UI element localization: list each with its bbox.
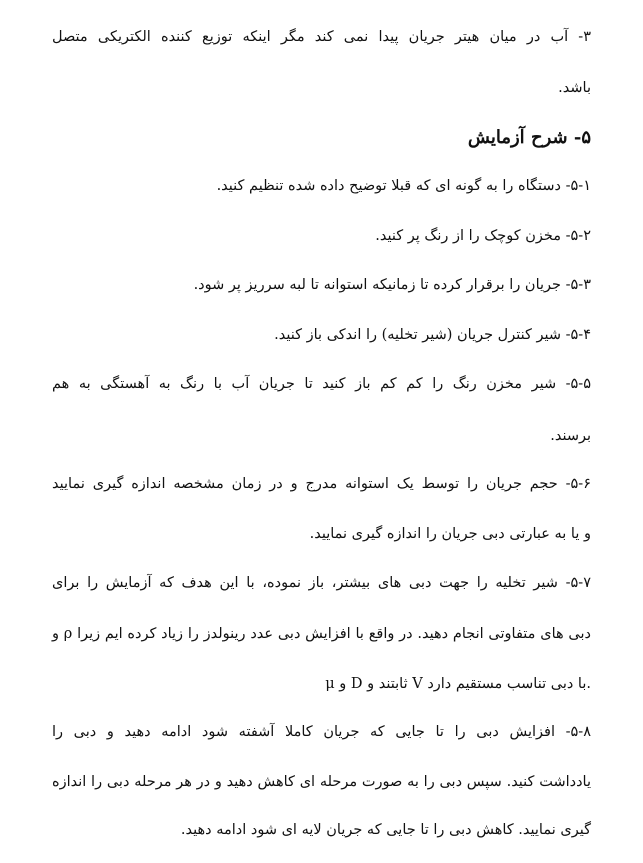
text-line: ۵-۸- افزایش دبی را تا جایی که جریان کاملا آشفته شود ادامه دهید و دبی را: [52, 724, 591, 740]
text-line: و یا به عبارتی دبی جریان را اندازه گیری نمایید.: [309, 526, 591, 542]
text-line: گیری نمایید. کاهش دبی را تا جایی که جریان لایه ای شود ادامه دهید.: [180, 822, 591, 838]
text-line: ۵-۲- مخزن کوچک را از رنگ پر کنید.: [375, 228, 591, 244]
text-line: ۵-۳- جریان را برقرار کرده تا زمانیکه استوانه تا لبه سرریز پر شود.: [193, 277, 591, 293]
text-line: ۵-۴- شیر کنترل جریان (شیر تخلیه) را اندکی باز کنید.: [274, 327, 591, 343]
text-line: دبی های متفاوتی انجام دهید. در واقع با افزایش دبی عدد رینولدز را زیاد کرده ایم زیرا ρ و: [52, 626, 591, 642]
section-heading: ۵- شرح آزمایش: [467, 127, 591, 148]
text-line: برسند.: [550, 428, 591, 444]
text-line: ۵-۷- شیر تخلیه را جهت دبی های بیشتر، باز نموده، با این هدف که آزمایش را برای: [52, 575, 591, 591]
text-line: ۵-۵- شیر مخزن رنگ را کم کم باز کنید تا جریان آب با رنگ به آهستگی به هم: [52, 376, 591, 392]
text-line: باشد.: [558, 80, 591, 96]
text-line: یادداشت کنید. سپس دبی را به صورت مرحله ای کاهش دهید و در هر مرحله دبی را اندازه: [52, 774, 591, 790]
text-line: ۳- آب در میان هیتر جریان پیدا نمی کند مگر اینکه توزیع کننده الکتریکی متصل: [52, 29, 591, 45]
text-line: μ و D ثابتند و V با دبی تناسب مستقیم دارد.: [325, 676, 591, 692]
text-line: ۵-۱- دستگاه را به گونه ای که قبلا توضیح داده شده تنظیم کنید.: [216, 178, 591, 194]
text-line: ۵-۶- حجم جریان را توسط یک استوانه مدرج و در زمان مشخصه اندازه گیری نمایید: [52, 476, 591, 492]
